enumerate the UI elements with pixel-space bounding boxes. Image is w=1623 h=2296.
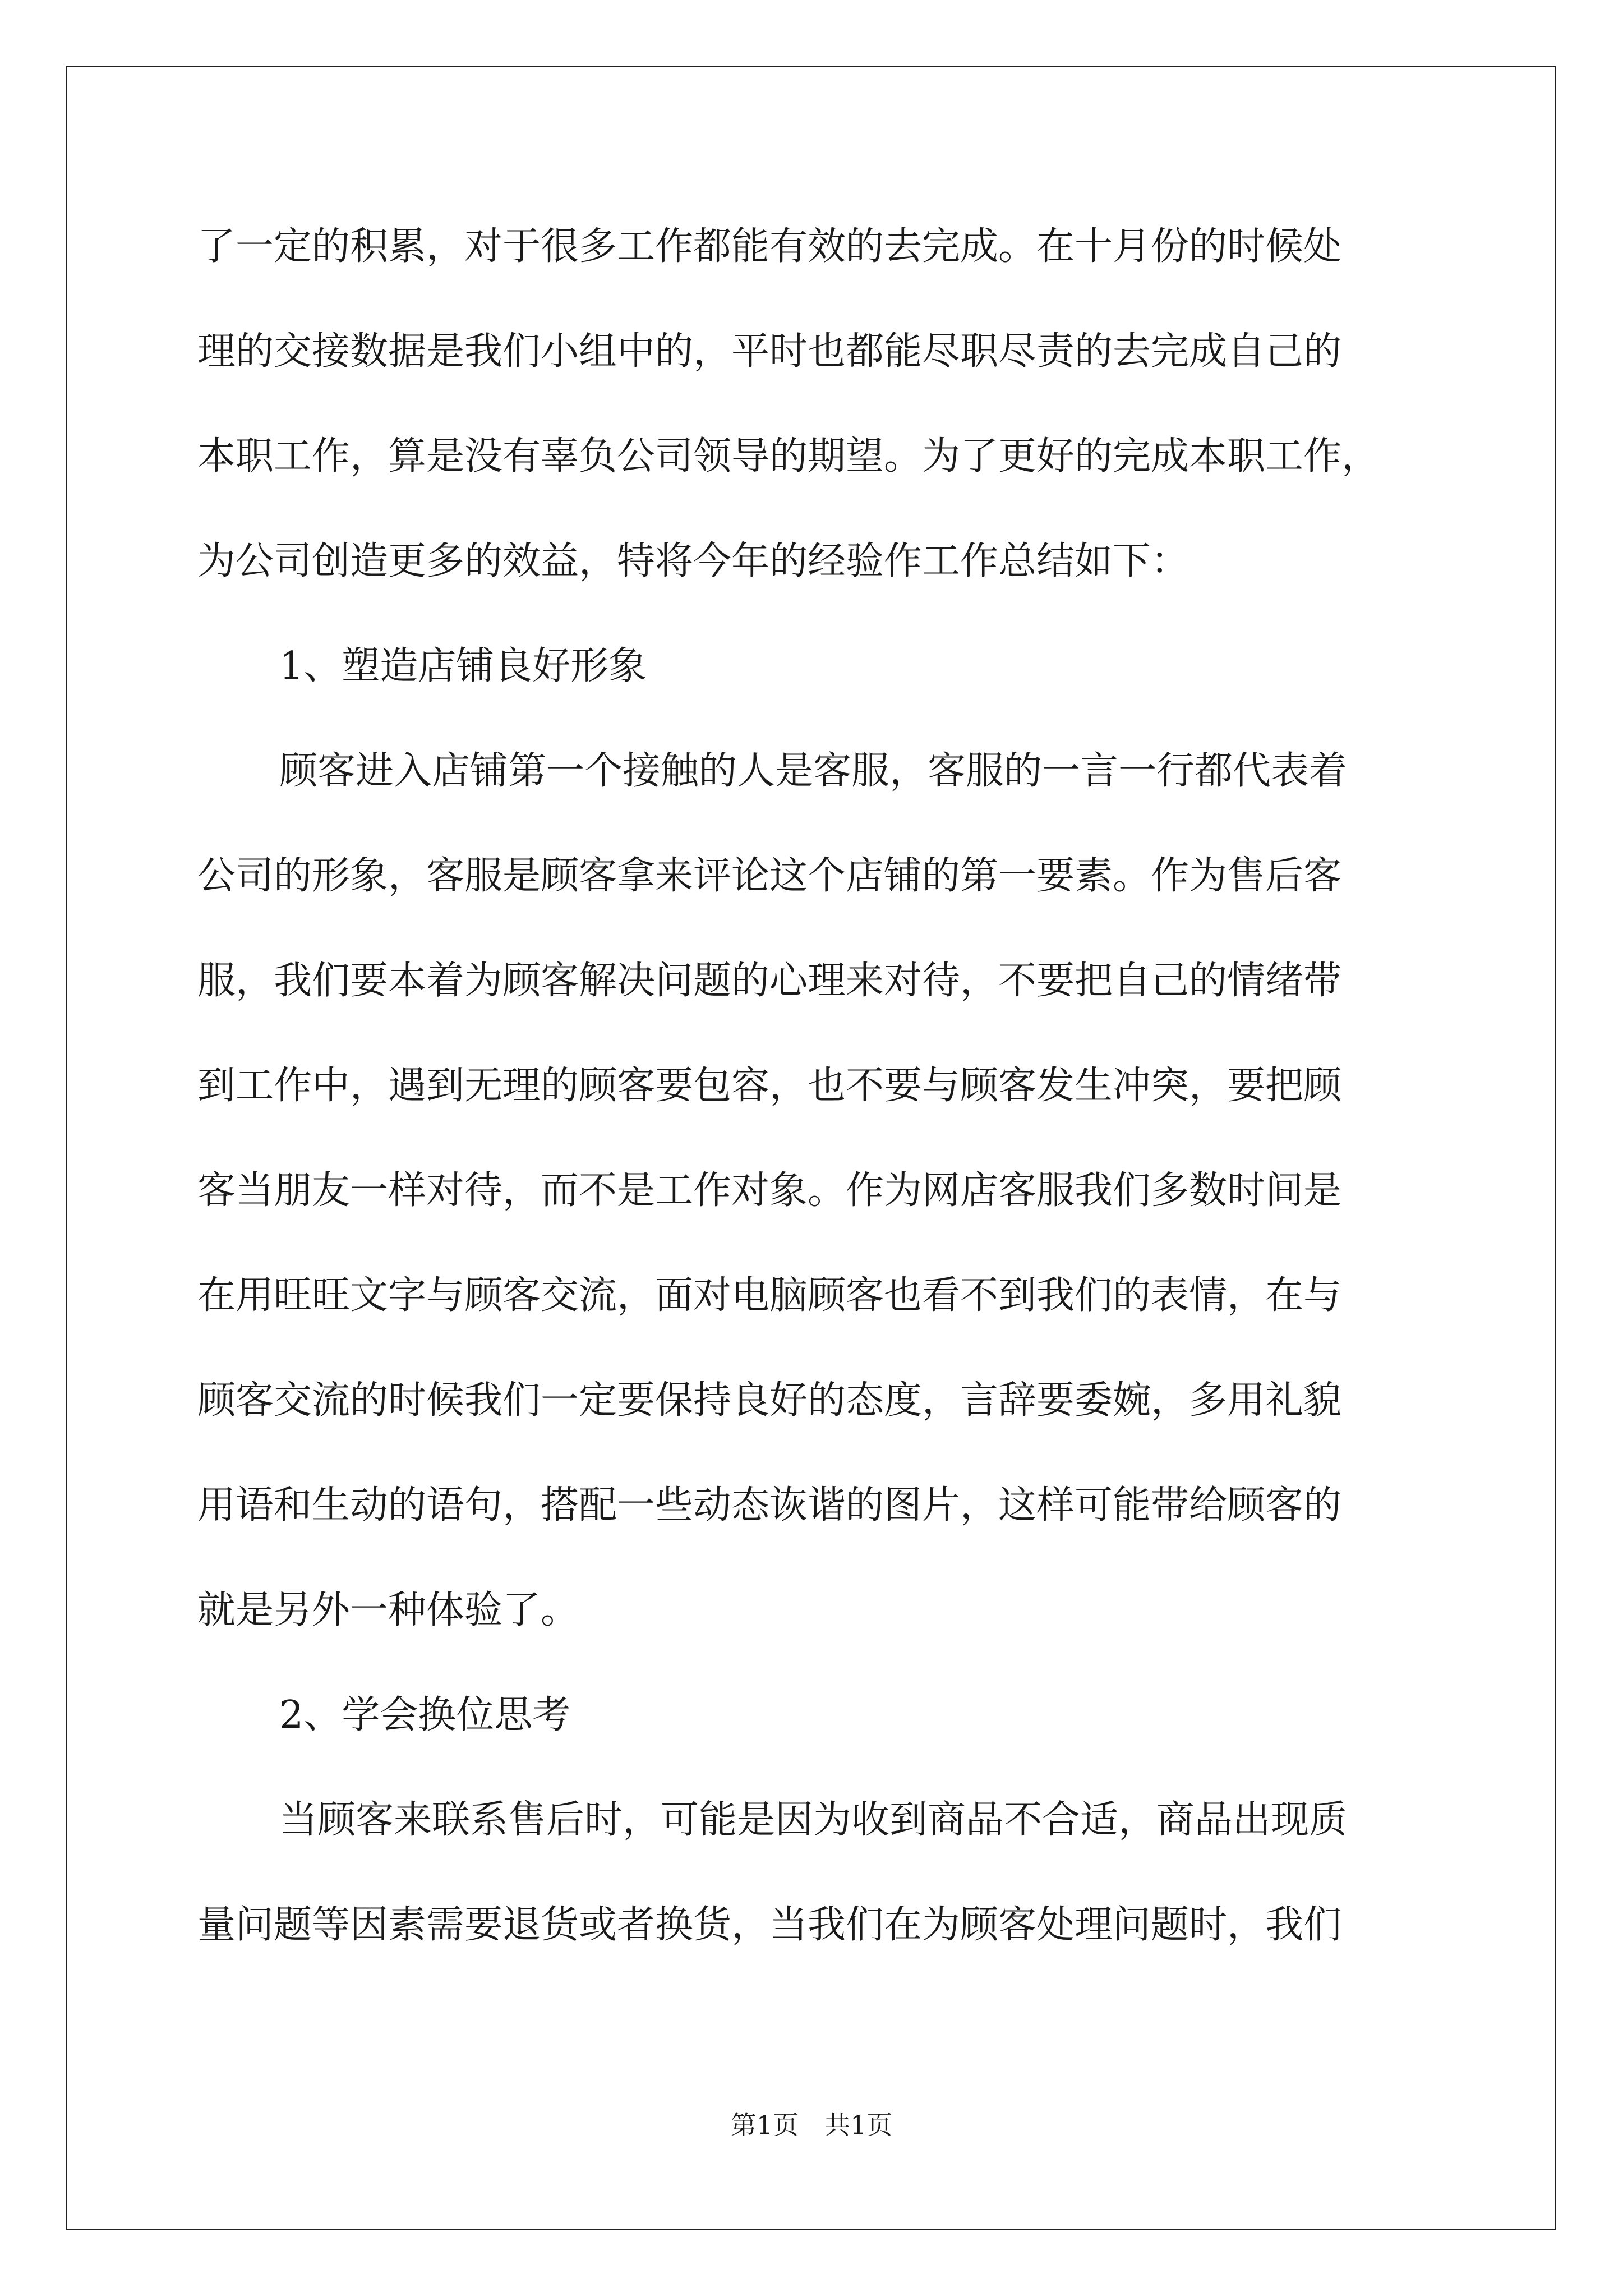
text-line: 客当朋友一样对待，而不是工作对象。作为网店客服我们多数时间是 [197,1168,1342,1213]
text-line: 顾客交流的时候我们一定要保持良好的态度，言辞要委婉，多用礼貌 [197,1378,1342,1423]
text-line: 当顾客来联系售后时，可能是因为收到商品不合适，商品出现质 [279,1798,1348,1842]
document-body [197,216,1431,1999]
text-line: 2、学会换位思考 [279,1693,571,1737]
text-line: 了一定的积累，对于很多工作都能有效的去完成。在十月份的时候处 [197,224,1342,269]
text-line: 顾客进入店铺第一个接触的人是客服，客服的一言一行都代表着 [279,749,1348,793]
text-line: 到工作中，遇到无理的顾客要包容，也不要与顾客发生冲突，要把顾 [197,1064,1342,1108]
text-line: 公司的形象，客服是顾客拿来评论这个店铺的第一要素。作为售后客 [197,854,1342,898]
text-line: 就是另外一种体验了。 [197,1588,579,1632]
text-line: 服，我们要本着为顾客解决问题的心理来对待，不要把自己的情绪带 [197,959,1342,1003]
text-line: 用语和生动的语句，搭配一些动态诙谐的图片，这样可能带给顾客的 [197,1483,1342,1527]
text-line: 量问题等因素需要退货或者换货，当我们在为顾客处理问题时，我们 [197,1903,1342,1947]
text-line: 在用旺旺文字与顾客交流，面对电脑顾客也看不到我们的表情，在与 [197,1273,1342,1318]
text-line: 本职工作，算是没有辜负公司领导的期望。为了更好的完成本职工作， [197,434,1380,478]
text-line: 为公司创造更多的效益，特将今年的经验作工作总结如下： [197,539,1189,583]
page-footer: 第1页 共1页 [730,2110,893,2140]
text-line: 1、塑造店铺良好形象 [279,644,647,688]
text-line: 理的交接数据是我们小组中的，平时也都能尽职尽责的去完成自己的 [197,329,1342,374]
